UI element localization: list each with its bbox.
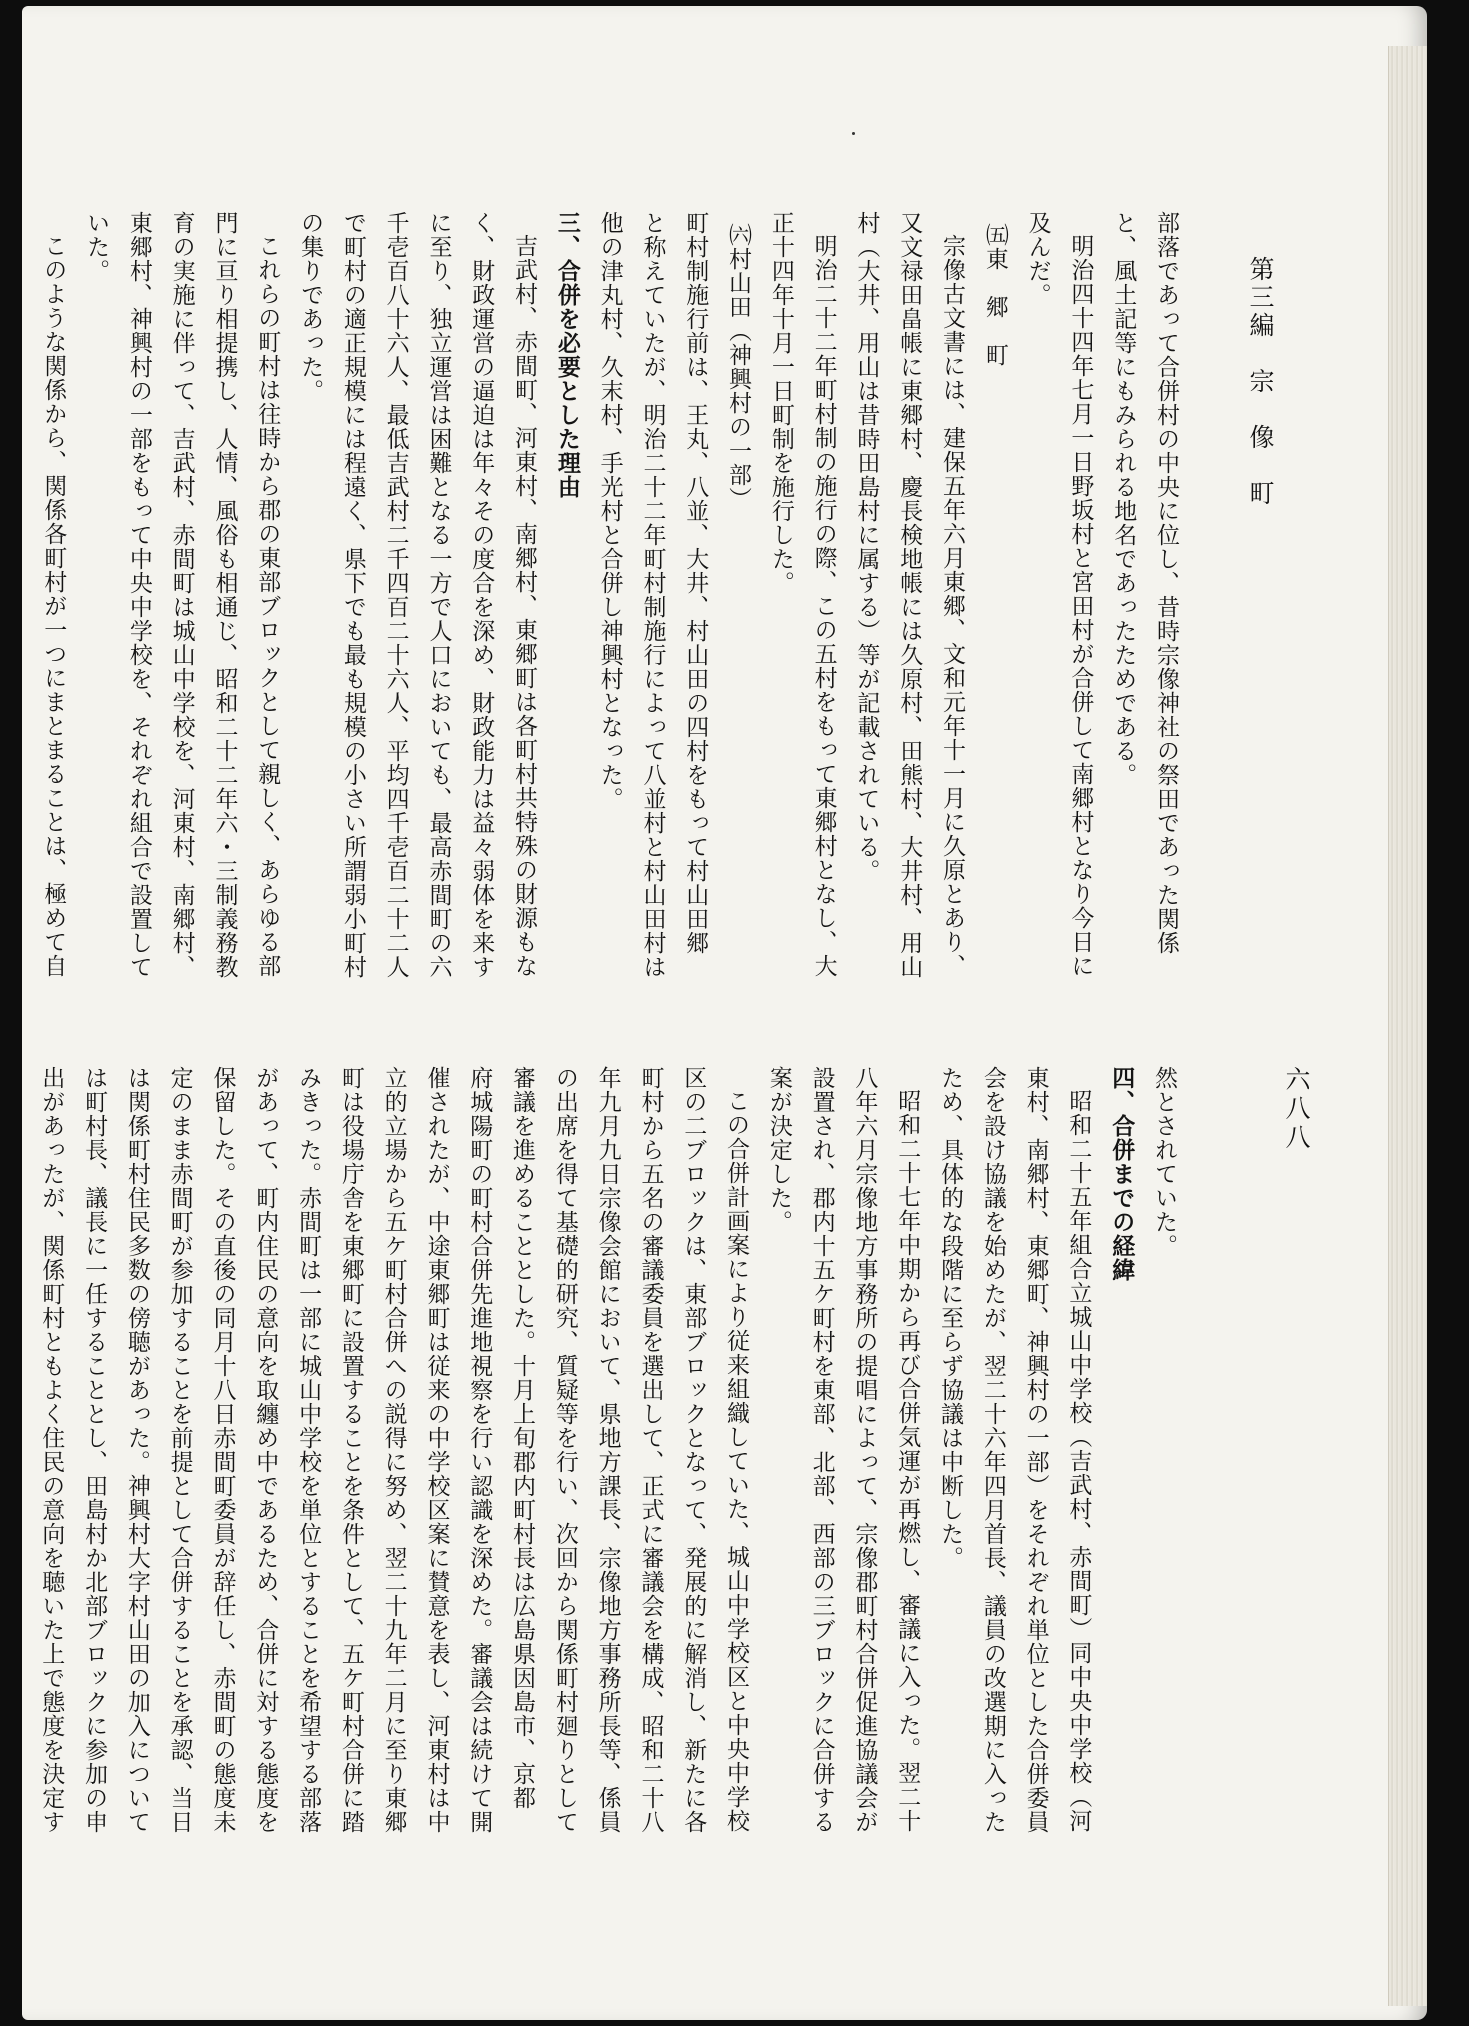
- text-line: 町村から五名の審議委員を選出して、正式に審議会を構成、昭和二十八: [637, 1066, 664, 1834]
- text-line: 吉武村、赤間町、河東村、南郷村、東郷町は各町村共特殊の財源もな: [511, 234, 538, 978]
- text-line: ため、具体的な段階に至らず協議は中断した。: [937, 1066, 964, 1570]
- text-line: の集りであった。: [297, 211, 324, 403]
- section-heading: 三、合併を必要とした理由: [553, 211, 580, 499]
- text-line: 昭和二十七年中期から再び合併気運が再燃し、審議に入った。翌二十: [894, 1089, 921, 1833]
- text-line: 正十四年十月一日町制を施行した。: [767, 211, 794, 595]
- text-line: 東村、南郷村、東郷町、神興村の一部）をそれぞれ単位とした合併委員: [1022, 1066, 1049, 1834]
- text-line: 定のまま赤間町が参加することを前提として合併することを承認、当日: [166, 1066, 193, 1834]
- text-line: このような関係から、関係各町村が一つにまとまることは、極めて自: [40, 234, 67, 978]
- text-line: の出席を得て基礎的研究、質疑等を行い、次回から関係町村廻りとして: [551, 1066, 578, 1834]
- running-head: 第三編 宗 像 町: [1246, 256, 1275, 508]
- text-line: 東郷村、神興村の一部をもって中央中学校を、それぞれ組合で設置して: [125, 211, 152, 979]
- text-line: いた。: [83, 211, 110, 283]
- text-line: この合併計画案により従来組織していた、城山中学校区と中央中学校: [723, 1089, 750, 1833]
- text-line: 会を設け協議を始めたが、翌二十六年四月首長、議員の改選期に入った: [979, 1066, 1006, 1834]
- section-heading: 四、合併までの経緯: [1108, 1066, 1135, 1282]
- text-line: 町村制施行前は、王丸、八並、大井、村山田の四村をもって村山田郷: [682, 211, 709, 955]
- text-line: 昭和二十五年組合立城山中学校（吉武村、赤間町）同中央中学校（河: [1065, 1089, 1092, 1833]
- page-number: 六八八: [1282, 1066, 1311, 1153]
- text-line: 明治二十二年町村制の施行の際、この五村をもって東郷村となし、大: [810, 234, 837, 978]
- speck: [852, 132, 855, 135]
- text-line: 宗像古文書には、建保五年六月東郷、文和元年十一月に久原とあり、: [939, 234, 966, 978]
- subsection-heading: ㈥村山田（神興村の一部）: [725, 222, 752, 511]
- page-edges: [1388, 46, 1427, 2006]
- text-line: 区の二ブロックは、東部ブロックとなって、発展的に解消し、新たに各: [680, 1066, 707, 1834]
- text-line: 然とされていた。: [1151, 1066, 1177, 1258]
- text-line: 及んだ。: [1024, 211, 1051, 307]
- text-line: く、財政運営の逼迫は年々その度合を深め、財政能力は益々弱体を来す: [468, 211, 495, 979]
- text-line: 部落であって合併村の中央に位し、昔時宗像神社の祭田であった関係: [1153, 211, 1179, 955]
- text-line: 育の実施に伴って、吉武村、赤間町は城山中学校を、河東村、南郷村、: [168, 211, 195, 979]
- text-line: 門に亘り相提携し、人情、風俗も相通じ、昭和二十二年六・三制義務教: [211, 211, 238, 979]
- text-line: に至り、独立運営は困難となる一方で人口においても、最高赤間町の六: [425, 211, 452, 979]
- text-line: みきった。赤間町は一部に城山中学校を単位とすることを希望する部落: [295, 1066, 322, 1834]
- top-text-block: [40, 211, 1187, 1041]
- text-line: 年九月九日宗像会館において、県地方課長、宗像地方事務所長等、係員: [594, 1066, 621, 1834]
- text-line: 保留した。その直後の同月十八日赤間町委員が辞任し、赤間町の態度未: [209, 1066, 236, 1834]
- text-line: 審議を進めることとした。十月上旬郡内町村長は広島県因島市、京都: [509, 1066, 536, 1810]
- text-line: 明治四十四年七月一日野坂村と宮田村が合併して南郷村となり今日に: [1067, 234, 1094, 978]
- text-line: 案が決定した。: [765, 1066, 792, 1234]
- text-line: これらの町村は往時から郡の東部ブロックとして親しく、あらゆる部: [254, 234, 281, 978]
- subsection-heading: ㈤東 郷 町: [981, 222, 1008, 367]
- text-line: 八年六月宗像地方事務所の提唱によって、宗像郡町村合併促進協議会が: [851, 1066, 878, 1834]
- text-line: 村（大井、用山は昔時田島村に属する）等が記載されている。: [853, 211, 880, 883]
- text-line: 府城陽町の町村合併先進地視察を行い認識を深めた。審議会は続けて開: [466, 1066, 493, 1834]
- text-line: 設置され、郡内十五ケ町村を東部、北部、西部の三ブロックに合併する: [808, 1066, 835, 1834]
- text-line: 町は役場庁舎を東郷町に設置することを条件として、五ケ町村合併に踏: [337, 1066, 364, 1834]
- text-line: 千壱百八十六人、最低吉武村二千四百二十六人、平均四千壱百二十二人: [382, 211, 409, 979]
- text-line: 又文禄田畠帳に東郷村、慶長検地帳には久原村、田熊村、大井村、用山: [896, 211, 923, 979]
- text-line: は関係町村住民多数の傍聴があった。神興村大字村山田の加入について: [123, 1066, 150, 1834]
- book-page: [22, 6, 1427, 2020]
- bottom-text-block: [38, 1066, 1185, 1926]
- text-line: 立的立場から五ケ町村合併への説得に努め、翌二十九年二月に至り東郷: [380, 1066, 407, 1834]
- text-line: 出があったが、関係町村ともよく住民の意向を聴いた上で態度を決定す: [38, 1066, 65, 1834]
- text-line: と、風土記等にもみられる地名であったためである。: [1110, 211, 1137, 787]
- text-line: と称えていたが、明治二十二年町村制施行によって八並村と村山田村は: [639, 211, 666, 979]
- text-line: 催されたが、中途東郷町は従来の中学校区案に賛意を表し、河東村は中: [423, 1066, 450, 1834]
- text-line: は町村長、議長に一任することとし、田島村か北部ブロックに参加の申: [81, 1066, 108, 1834]
- text-line: 他の津丸村、久末村、手光村と合併し神興村となった。: [596, 211, 623, 811]
- text-line: で町村の適正規模には程遠く、県下でも最も規模の小さい所謂弱小町村: [339, 211, 366, 979]
- text-line: があって、町内住民の意向を取纏め中であるため、合併に対する態度を: [252, 1066, 279, 1834]
